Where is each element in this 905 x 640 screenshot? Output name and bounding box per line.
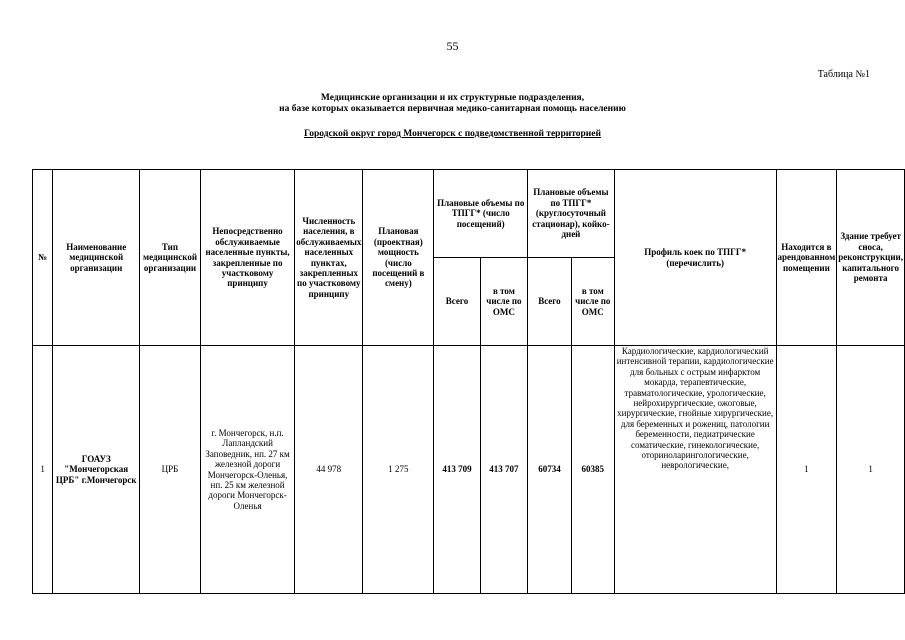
cell-capacity: 1 275 [363, 346, 434, 594]
cell-visits-oms: 413 707 [480, 346, 527, 594]
header-plan-beds: Плановые объемы по ТПГГ* (круглосуточный стационар), койко-дней [528, 170, 615, 258]
cell-name: ГОАУЗ "Мончегорская ЦРБ" г.Мончегорск [53, 346, 140, 594]
header-visits-total: Всего [434, 258, 480, 346]
header-beds-oms: в том числе по ОМС [571, 258, 614, 346]
cell-type: ЦРБ [140, 346, 201, 594]
header-name: Наименование медицинской организации [53, 170, 140, 346]
header-type: Тип медицинской организации [140, 170, 201, 346]
header-served: Непосредственно обслуживаемые населенные пункты, закрепленные по участковому принципу [200, 170, 294, 346]
title-line-2: на базе которых оказывается первичная медико-санитарная помощь населению [279, 104, 626, 114]
cell-building: 1 [837, 346, 905, 594]
cell-rented: 1 [776, 346, 837, 594]
table-label: Таблица №1 [817, 69, 870, 80]
document-subtitle: Городской округ город Мончегорск с подведомственной территорией [304, 129, 601, 139]
organizations-table [32, 169, 905, 594]
header-building: Здание требует сноса, реконструкции, капитального ремонта [837, 170, 905, 346]
header-population: Численность населения, в обслуживаемых населенных пунктах, закрепленных по участковому принципу [295, 170, 363, 346]
cell-beds-oms: 60385 [571, 346, 614, 594]
header-plan-visits: Плановые объемы по ТПГГ* (число посещений) [434, 170, 528, 258]
cell-profile: Кардиологические, кардиологический интенсивной терапии, кардиологические для больных с острым инфарктом мокарда, терапевтические, травматологические, урологические, нейрохирургические, ожоговые, хирургические, гнойные хирургические, для беременных и рожениц, патологии беременности, педиатрические соматические, гинекологические, оториноларингологические, неврологические, [614, 346, 776, 594]
header-profile: Профиль коек по ТПГГ* (перечислить) [614, 170, 776, 346]
cell-visits-total: 413 709 [434, 346, 480, 594]
title-line-1: Медицинские организации и их структурные подразделения, [320, 93, 585, 103]
header-capacity: Плановая (проектная) мощность (число посещений в смену) [363, 170, 434, 346]
header-visits-oms: в том числе по ОМС [480, 258, 527, 346]
cell-num: 1 [33, 346, 53, 594]
header-beds-total: Всего [528, 258, 572, 346]
cell-population: 44 978 [295, 346, 363, 594]
cell-beds-total: 60734 [528, 346, 572, 594]
page-number: 55 [446, 39, 459, 53]
header-num: № [33, 170, 53, 346]
header-rented: Находится в арендованном помещении [776, 170, 837, 346]
document-title [0, 93, 905, 115]
cell-served: г. Мончегорск, н.п. Лапландский Заповедник, нп. 27 км железной дороги Мончегорск-Оленья, нп. 25 км железной дороги Мончегорск-Оленья [200, 346, 294, 594]
table-row [33, 346, 905, 594]
